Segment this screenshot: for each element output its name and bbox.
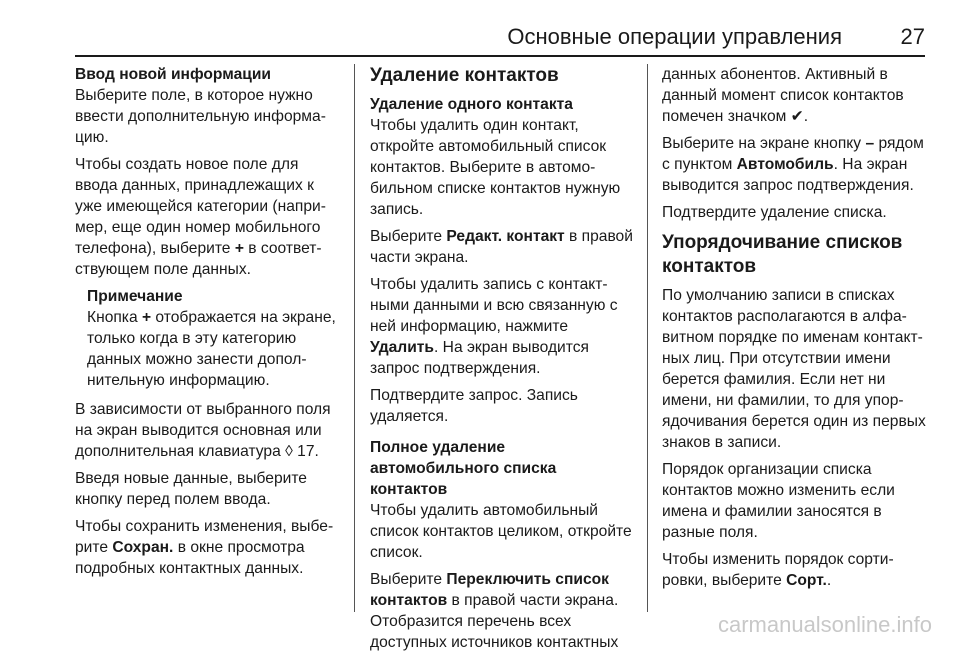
paragraph: Чтобы создать новое поле для ввода данных, принадлежащих к уже имеющейся категории (например, еще один номер мобильного телефона), выберите + в соответствующем поле данных. [75, 156, 326, 278]
watermark-text: carmanualsonline.info [717, 612, 932, 637]
heading-delete-all: Полное удаление автомобильного списка контактов [370, 439, 557, 498]
paragraph: Чтобы удалить один контакт, откройте автомобильный список контактов. Выберите в автомобильном списке контактов нужную запись. [370, 117, 621, 218]
menu-term-delete: Удалить [370, 339, 435, 356]
minus-icon: – [865, 135, 875, 152]
paragraph: Подтвердите удаление списка. [662, 204, 887, 221]
paragraph: Выберите Переключить список контактов в правой части экрана. Отобразится перечень всех доступных источников контактных [370, 571, 619, 651]
plus-icon: + [234, 240, 244, 257]
column-divider-2 [647, 64, 648, 612]
header-divider [75, 55, 925, 57]
note-block [87, 286, 343, 391]
paragraph: В зависимости от выбранного поля на экран выводится основная или дополнительная клавиатура ◊ 17. [75, 401, 331, 460]
page-number: 27 [900, 24, 925, 49]
heading-new-info: Ввод новой информации [75, 66, 272, 83]
paragraph: Введя новые данные, выберите кнопку перед полем ввода. [75, 470, 307, 508]
menu-term-sort: Сорт. [786, 572, 827, 589]
section-title-delete-contacts: Удаление контактов [370, 65, 559, 86]
paragraph: Чтобы удалить запись с контактными данными и всю связанную с ней информацию, нажмите Удалить. На экран выводится запрос подтверждения. [370, 276, 618, 377]
page-header [0, 0, 960, 58]
header-title: Основные операции управления [507, 24, 842, 49]
paragraph: данных абонентов. Активный в данный момент список контактов помечен значком ✔. [662, 66, 904, 125]
menu-term-switch-list: Переключить список контактов [370, 571, 609, 609]
paragraph: Выберите Редакт. контакт в правой части экрана. [370, 228, 633, 266]
column-2 [370, 64, 634, 651]
menu-term-edit-contact: Редакт. контакт [446, 228, 565, 245]
page-reference-link[interactable]: 17 [297, 443, 315, 460]
paragraph: Подтвердите запрос. Запись удаляется. [370, 387, 578, 425]
paragraph: По умолчанию записи в списках контактов располагаются в алфавитном порядке по именам контактных лиц. При отсутствии имени берется фамилия. Если нет ни имени, ни фамилии, то для упорядочивания берется один из первых знаков в записи. [662, 287, 926, 451]
column-3 [662, 64, 926, 612]
plus-icon: + [141, 309, 152, 326]
checkmark-icon: ✔ [790, 108, 804, 125]
heading-delete-one: Удаление одного контакта [370, 96, 573, 113]
note-heading: Примечание [87, 288, 183, 305]
paragraph: Порядок организации списка контактов можно изменить если имена и фамилии заносятся в разные поля. [662, 461, 895, 541]
paragraph: Чтобы изменить порядок сортировки, выберите Сорт.. [662, 551, 894, 589]
section-title-sort-contacts: Упорядочивание списков контактов [662, 232, 903, 277]
column-1 [75, 64, 343, 612]
paragraph: Выберите поле, в которое нужно ввести дополнительную информацию. [75, 87, 326, 146]
menu-term-save: Сохран. [112, 539, 174, 556]
menu-term-vehicle: Автомобиль [736, 156, 834, 173]
paragraph: Чтобы удалить автомобильный список контактов целиком, откройте список. [370, 502, 632, 561]
paragraph: Чтобы сохранить изменения, выберите Сохран. в окне просмотра подробных контактных данных. [75, 518, 334, 577]
paragraph: Выберите на экране кнопку – рядом с пунктом Автомобиль. На экран выводится запрос подтверждения. [662, 135, 924, 194]
column-divider-1 [354, 64, 355, 612]
page-reference-icon: ◊ [285, 443, 293, 460]
note-text: Кнопка + отображается на экране, только когда в эту категорию данных можно занести дополнительную информацию. [87, 309, 336, 389]
